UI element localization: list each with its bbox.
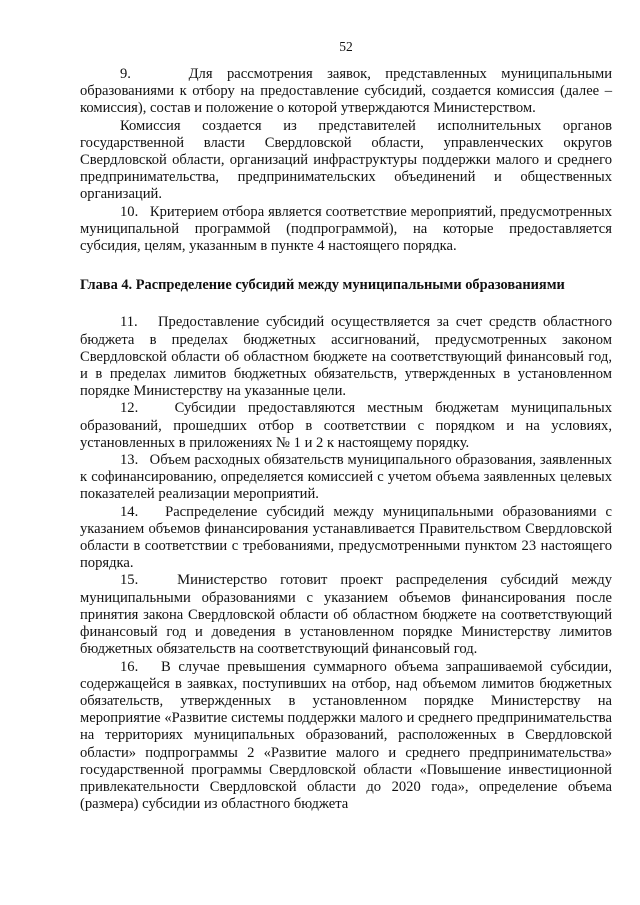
page-number: 52 bbox=[339, 39, 353, 54]
chapter-heading: Глава 4. Распределение субсидий между муниципальными образованиями bbox=[80, 277, 565, 294]
paragraph-15: 15. Министерство готовит проект распределения субсидий между муниципальными образованиями с указанием объемов финансирования после принятия закона Свердловской области об областном бюджете на соответствующий финансовый год и доведения в установленном порядке Министерству лимитов бюджетных обязательств на соответствующий финансовый год. bbox=[80, 572, 612, 658]
paragraph-10: 10. Критерием отбора является соответствие мероприятий, предусмотренных муниципальной программой (подпрограммой), на которые предоставляется субсидия, целям, указанным в пункте 4 настоящего порядка. bbox=[80, 203, 612, 255]
document-body bbox=[80, 66, 612, 813]
paragraph-11: 11. Предоставление субсидий осуществляется за счет средств областного бюджета в пределах бюджетных ассигнований, предусмотренных законом Свердловской области об областном бюджете на соответствующий финансовый год, и в пределах лимитов бюджетных обязательств, утвержденных в установленном порядке Министерству на указанные цели. bbox=[80, 314, 612, 400]
paragraph-13: 13. Объем расходных обязательств муниципального образования, заявленных к софинансированию, определяется комиссией с учетом объема заявленных целевых показателей реализации мероприятий. bbox=[80, 452, 612, 503]
paragraph-9: 9. Для рассмотрения заявок, представленных муниципальными образованиями к отбору на предоставление субсидий, создается комиссия (далее – комиссия), состав и положение о которой утверждаются Министерством. bbox=[80, 66, 612, 117]
paragraph-12: 12. Субсидии предоставляются местным бюджетам муниципальных образований, прошедших отбор в соответствии с порядком и на условиях, установленных в приложениях № 1 и 2 к настоящему порядку. bbox=[80, 400, 612, 451]
paragraph-16: 16. В случае превышения суммарного объема запрашиваемой субсидии, содержащейся в заявках, поступивших на отбор, над объемом лимитов бюджетных обязательств, утвержденных в установленном порядке Министерству на мероприятие «Развитие системы поддержки малого и среднего предпринимательства на территориях муниципальных образований, расположенных в Свердловской области» подпрограммы 2 «Развитие малого и среднего предпринимательства» государственной программы Свердловской области «Повышение инвестиционной привлекательности Свердловской области до 2020 года», определение объема (размера) субсидии из областного бюджета bbox=[80, 658, 612, 813]
paragraph-commission: Комиссия создается из представителей исполнительных органов государственной власти Свердловской области, управленческих округов Свердловской области, организаций инфраструктуры поддержки малого и среднего предпринимательства, предпринимательских объединений и общественных организаций. bbox=[80, 117, 612, 203]
paragraph-14: 14. Распределение субсидий между муниципальными образованиями с указанием объемов финансирования устанавливается Правительством Свердловской области в соответствии с требованиями, предусмотренными пунктом 23 настоящего порядка. bbox=[80, 503, 612, 572]
